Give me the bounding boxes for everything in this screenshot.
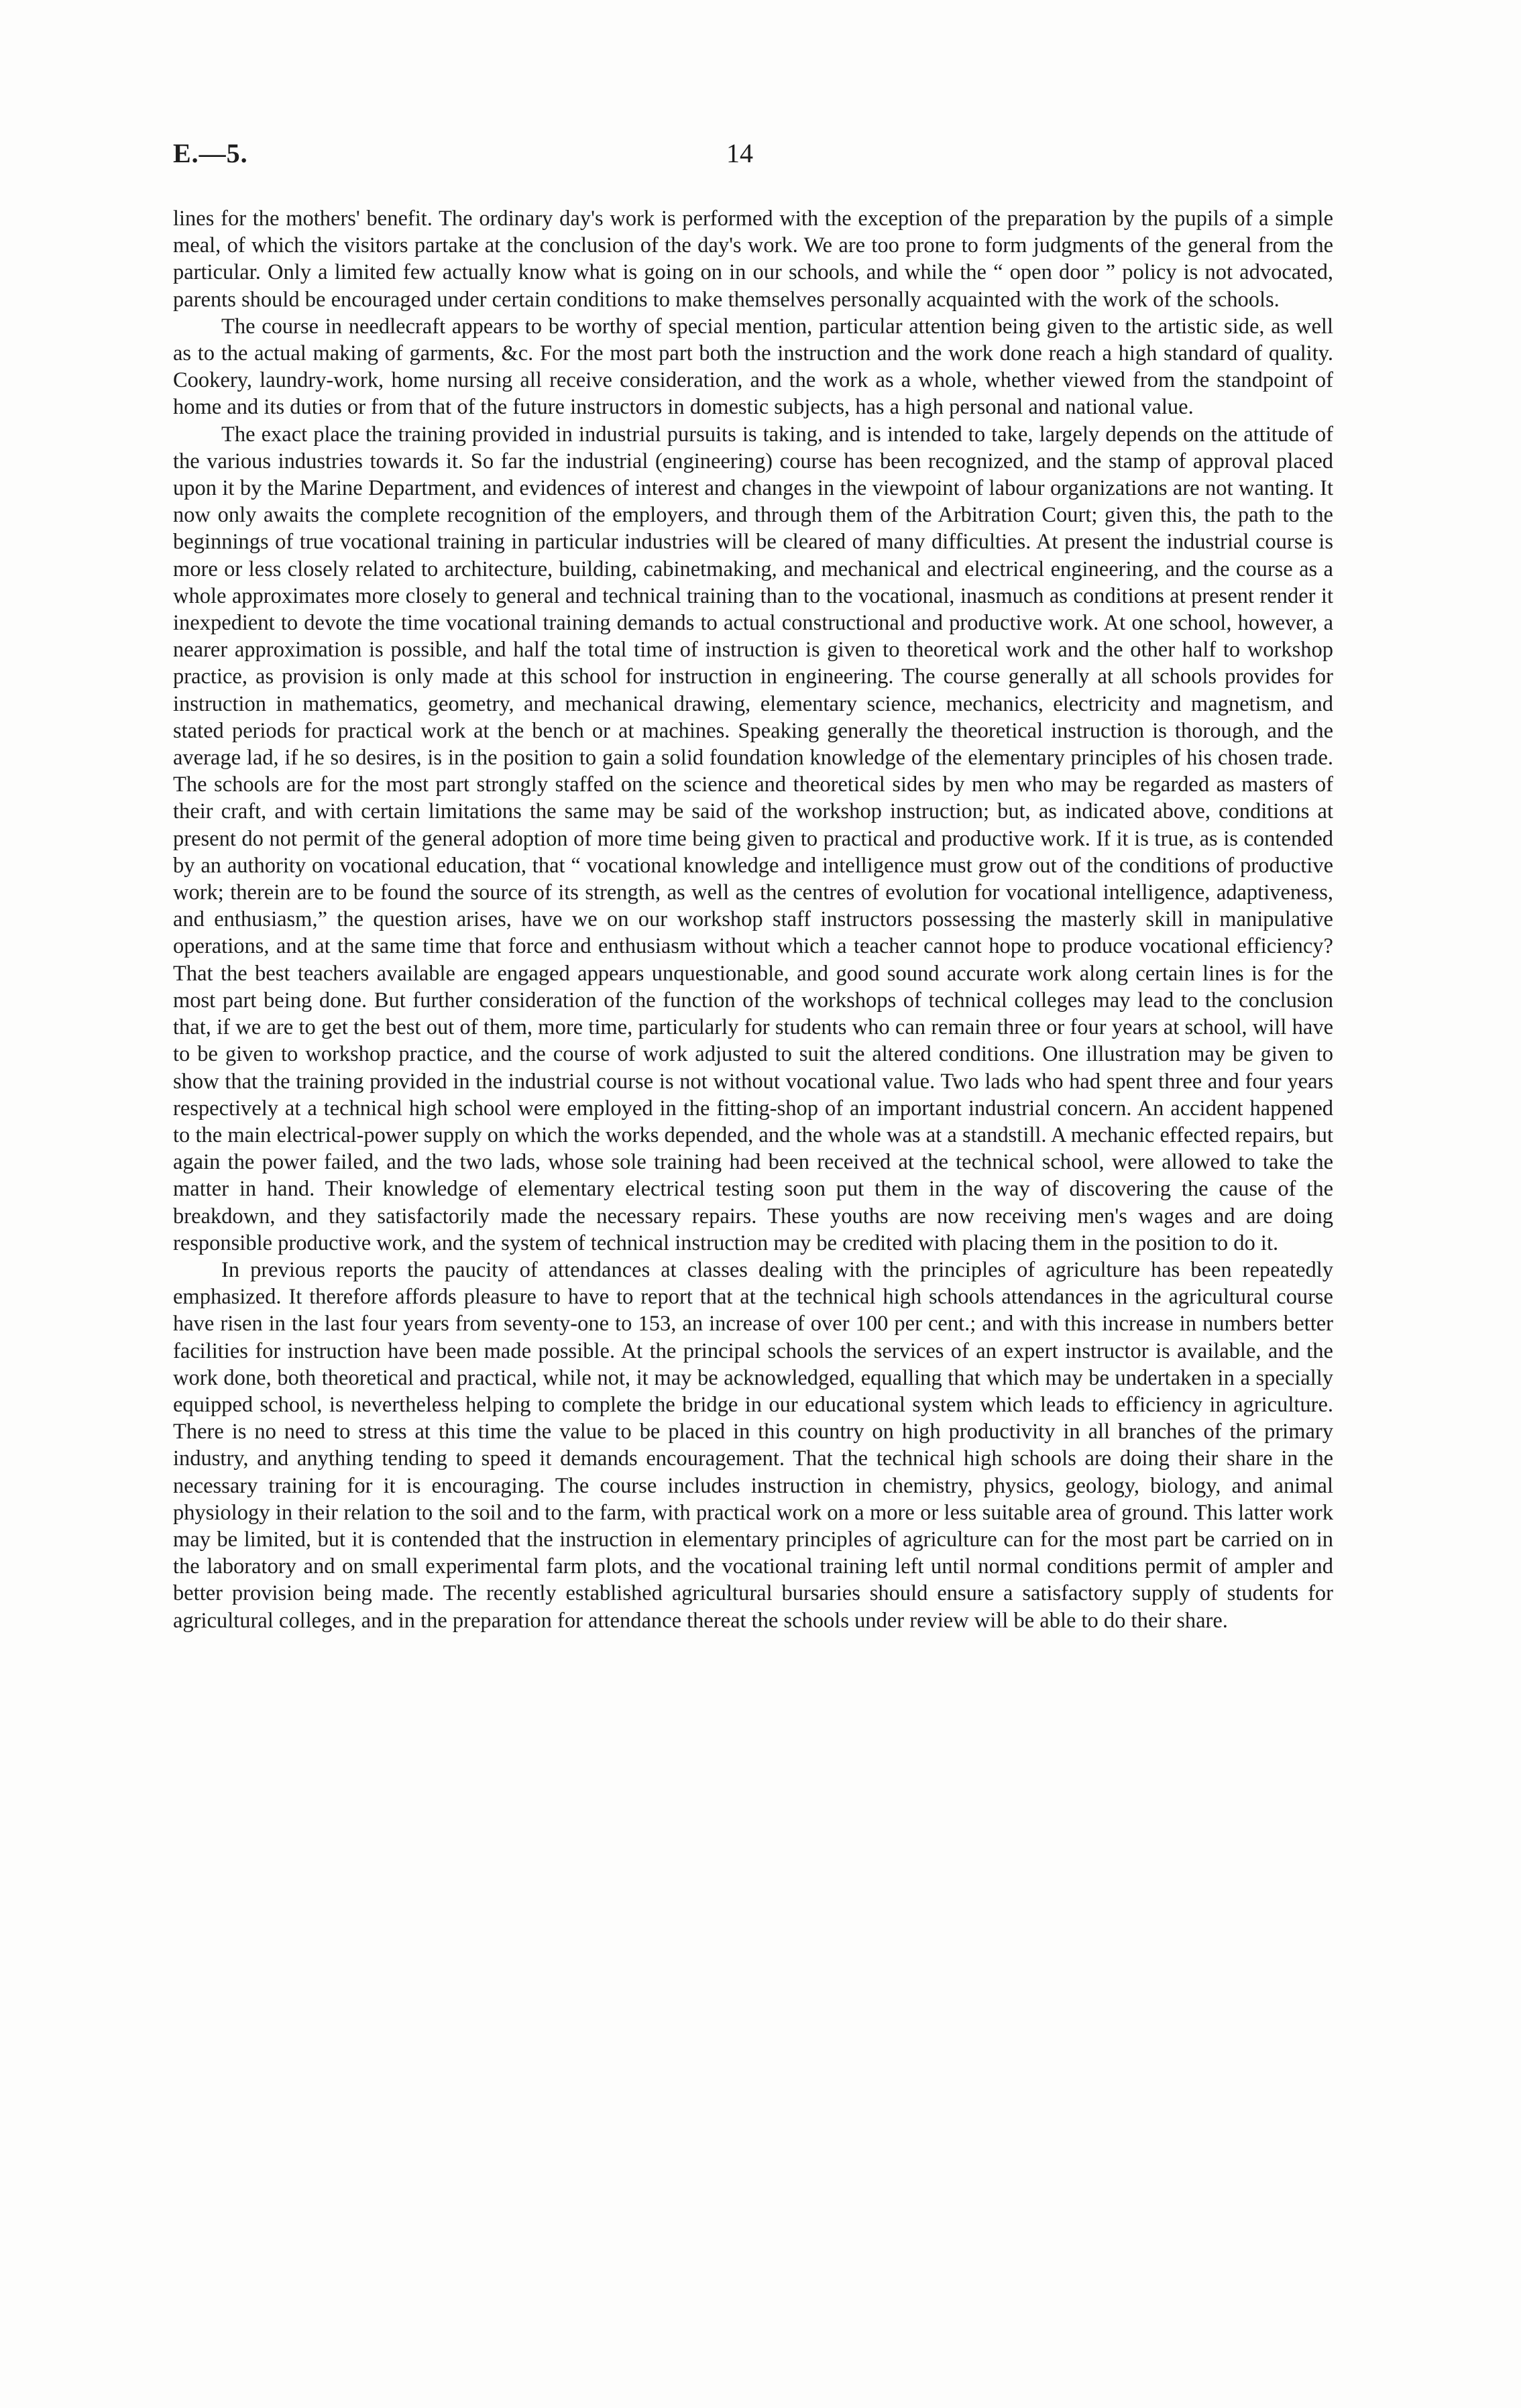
paragraph-needlecraft: The course in needlecraft appears to be worthy of special mention, particular attention being given to the artistic side, as well as to the actual making of garments, &c. For the most part both the instruction and the work done reach a high standard of quality. Cookery, laundry-work, home nursing all receive consideration, and the work as a whole, whether viewed from the standpoint of home and its duties or from that of the future instructors in domestic subjects, has a high personal and national value. <box>173 314 1333 420</box>
paragraph-industrial-training: The exact place the training provided in industrial pursuits is taking, and is intended to take, largely depends on the attitude of the various industries towards it. So far the industrial (engineering) course has been recognized, and the stamp of approval placed upon it by the Marine Department, and evidences of interest and changes in the viewpoint of labour organizations are not wanting. It now only awaits the complete recognition of the employers, and through them of the Arbitration Court; given this, the path to the beginnings of true vocational training in particular industries will be cleared of many difficulties. At present the industrial course is more or less closely related to architecture, building, cabinetmaking, and mechanical and electrical engineering, and the course as a whole approximates more closely to general and technical training than to the vocational, inasmuch as conditions at present render it inexpedient to devote the time vocational training demands to actual constructional and productive work. At one school, however, a nearer approximation is possible, and half the total time of instruction is given to theoretical work and the other half to workshop practice, as provision is only made at this school for instruction in engineering. The course generally at all schools provides for instruction in mathematics, geometry, and mechanical drawing, elementary science, mechanics, electricity and magnetism, and stated periods for practical work at the bench or at machines. Speaking generally the theoretical instruction is thorough, and the average lad, if he so desires, is in the position to gain a solid foundation knowledge of the elementary principles of his chosen trade. The schools are for the most part strongly staffed on the science and theoretical sides by men who may be regarded as masters of their craft, and with certain limitations the same may be said of the workshop instruction; but, as indicated above, conditions at present do not permit of the general adoption of more time being given to practical and productive work. If it is true, as is contended by an authority on vocational education, that “ vocational knowledge and intelligence must grow out of the conditions of productive work; therein are to be found the source of its strength, as well as the centres of evolution for vocational intelligence, adaptiveness, and enthusiasm,” the question arises, have we on our workshop staff instructors possessing the masterly skill in manipulative operations, and at the same time that force and enthusiasm without which a teacher cannot hope to produce vocational efficiency? That the best teachers available are engaged appears unquestionable, and good sound accurate work along certain lines is for the most part being done. But further consideration of the function of the workshops of technical colleges may lead to the conclusion that, if we are to get the best out of them, more time, particularly for students who can remain three or four years at school, will have to be given to workshop practice, and the course of work adjusted to suit the altered conditions. One illustration may be given to show that the training provided in the industrial course is not without vocational value. Two lads who had spent three and four years respectively at a technical high school were employed in the fitting-shop of an important industrial concern. An accident happened to the main electrical-power supply on which the works depended, and the whole was at a standstill. A mechanic effected repairs, but again the power failed, and the two lads, whose sole training had been received at the technical school, were allowed to take the matter in hand. Their knowledge of elementary electrical testing soon put them in the way of discovering the cause of the breakdown, and they satisfactorily made the necessary repairs. These youths are now receiving men's wages and are doing responsible productive work, and the system of technical instruction may be credited with placing them in the position to do it. <box>173 422 1333 1255</box>
document-reference: E.—5. <box>173 138 248 168</box>
page-number: 14 <box>726 138 753 168</box>
body-text <box>173 205 1333 1634</box>
page-header <box>173 137 1333 178</box>
paragraph-mothers-benefit: lines for the mothers' benefit. The ordinary day's work is performed with the exception of the preparation by the pupils of a simple meal, of which the visitors partake at the conclusion of the day's work. We are too prone to form judgments of the general from the particular. Only a limited few actually know what is going on in our schools, and while the “ open door ” policy is not advocated, parents should be encouraged under certain conditions to make themselves personally acquainted with the work of the schools. <box>173 207 1333 312</box>
paragraph-agriculture: In previous reports the paucity of attendances at classes dealing with the principles of agriculture has been repeatedly emphasized. It therefore affords pleasure to have to report that at the technical high schools attendances in the agricultural course have risen in the last four years from seventy-one to 153, an increase of over 100 per cent.; and with this increase in numbers better facilities for instruction have been made possible. At the principal schools the services of an expert instructor is available, and the work done, both theoretical and practical, while not, it may be acknowledged, equalling that which may be undertaken in a specially equipped school, is nevertheless helping to complete the bridge in our educational system which leads to efficiency in agriculture. There is no need to stress at this time the value to be placed in this country on high productivity in all branches of the primary industry, and anything tending to speed it demands encouragement. That the technical high schools are doing their share in the necessary training for it is encouraging. The course includes instruction in chemistry, physics, geology, biology, and animal physiology in their relation to the soil and to the farm, with practical work on a more or less suitable area of ground. This latter work may be limited, but it is contended that the instruction in elementary principles of agriculture can for the most part be carried on in the laboratory and on small experimental farm plots, and the vocational training left until normal conditions permit of ampler and better provision being made. The recently established agricultural bursaries should ensure a satisfactory supply of students for agricultural colleges, and in the preparation for attendance thereat the schools under review will be able to do their share. <box>173 1257 1333 1633</box>
